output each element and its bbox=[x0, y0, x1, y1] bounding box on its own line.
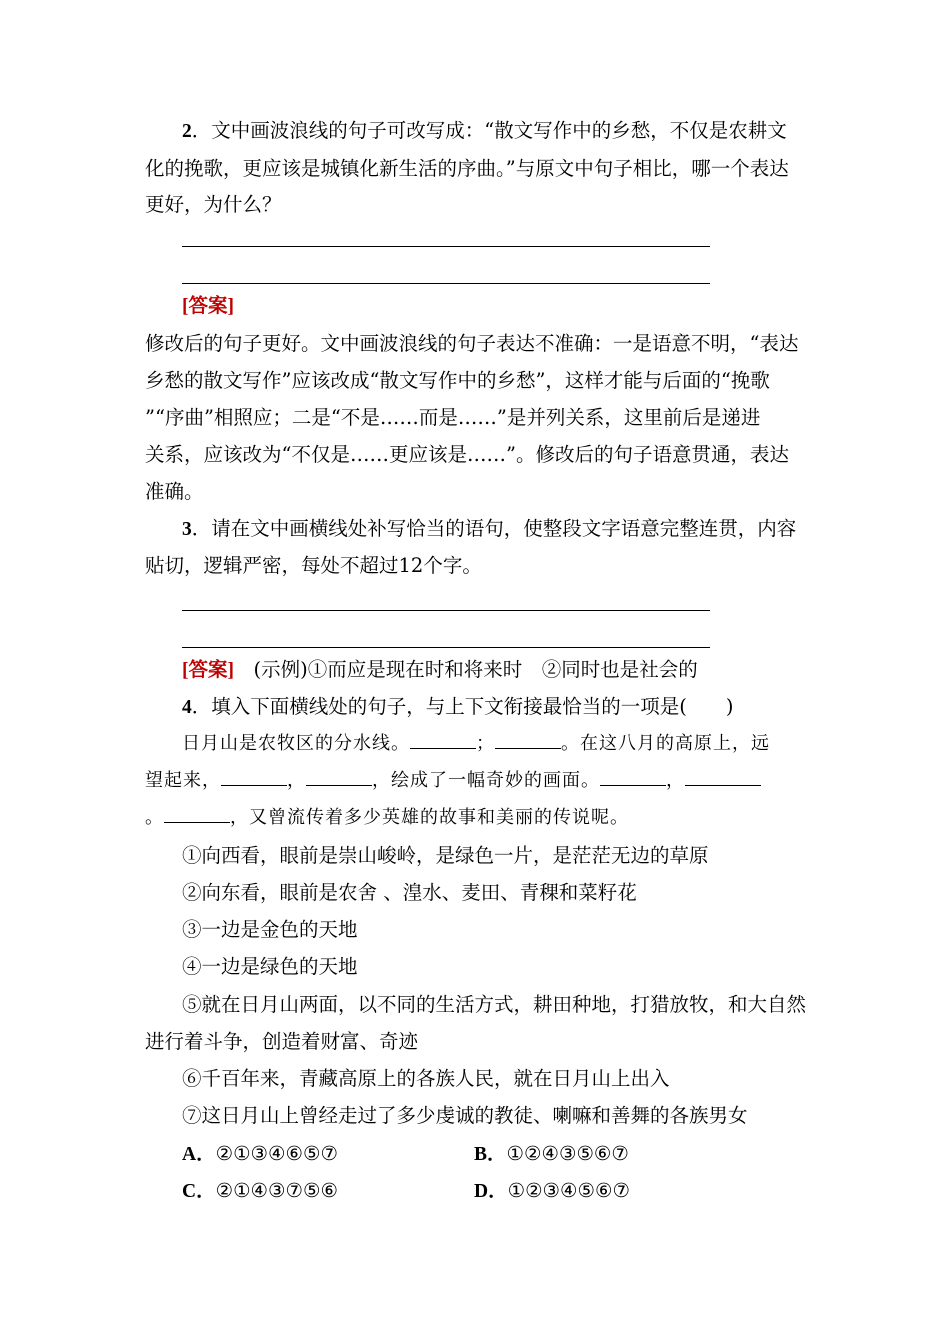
q2-line3: 更好，为什么？ bbox=[145, 193, 282, 216]
q3-answer-text: (示例)①而应是现在时和将来时 ②同时也是社会的 bbox=[234, 658, 698, 681]
option-b[interactable]: B．①②④③⑤⑥⑦ bbox=[474, 1142, 629, 1165]
q4-number: 4 bbox=[182, 697, 192, 718]
q2-answer-line: 乡愁的散文写作”应该改成“散文写作中的乡愁”，这样才能与后面的“挽歌 bbox=[145, 369, 770, 392]
q4-item: ⑤就在日月山两面，以不同的生活方式，耕田种地，打猎放牧，和大自然 bbox=[182, 993, 807, 1016]
answer-blank-line[interactable] bbox=[182, 647, 710, 648]
q2-answer-label: [答案] bbox=[182, 296, 234, 317]
q2-line2: 化的挽歌，更应该是城镇化新生活的序曲。”与原文中句子相比，哪一个表达 bbox=[145, 157, 789, 180]
option-c[interactable]: C．②①④③⑦⑤⑥ bbox=[182, 1179, 338, 1202]
q4-passage-line2: 望起来， ， ，绘成了一幅奇妙的画面。 ， bbox=[145, 768, 761, 794]
fill-blank[interactable] bbox=[164, 806, 230, 823]
q2-answer-line: 准确。 bbox=[145, 480, 204, 503]
q3-line2: 贴切，逻辑严密，每处不超过12个字。 bbox=[145, 554, 482, 577]
q2-answer-line: 修改后的句子更好。文中画波浪线的句子表达不准确：一是语意不明，“表达 bbox=[145, 332, 799, 355]
option-a[interactable]: A．②①③④⑥⑤⑦ bbox=[182, 1142, 338, 1165]
q4-passage-line1: 日月山是农牧区的分水线。 ； 。在这八月的高原上，远 bbox=[182, 733, 770, 754]
q4-item: ④一边是绿色的天地 bbox=[182, 955, 358, 978]
q4-passage-line3: 。 ，又曾流传着多少英雄的故事和美丽的传说呢。 bbox=[145, 807, 629, 828]
q4-item: ⑦这日月山上曾经走过了多少虔诚的教徒、喇嘛和善舞的各族男女 bbox=[182, 1104, 748, 1127]
fill-blank[interactable] bbox=[410, 732, 476, 749]
q4-item: ①向西看，眼前是崇山峻岭，是绿色一片，是茫茫无边的草原 bbox=[182, 844, 709, 867]
answer-blank-line[interactable] bbox=[182, 610, 710, 611]
answer-blank-line[interactable] bbox=[182, 283, 710, 284]
q3-answer bbox=[182, 657, 698, 684]
q3-line1: 3．请在文中画横线处补写恰当的语句，使整段文字语意完整连贯，内容 bbox=[182, 517, 797, 540]
fill-blank[interactable] bbox=[306, 769, 372, 786]
q2-line1: 2．文中画波浪线的句子可改写成：“散文写作中的乡愁，不仅是农耕文 bbox=[182, 119, 787, 142]
q4-item: ③一边是金色的天地 bbox=[182, 918, 358, 941]
fill-blank[interactable] bbox=[600, 769, 666, 786]
q4-item: 进行着斗争，创造着财富、奇迹 bbox=[145, 1030, 419, 1053]
fill-blank[interactable] bbox=[221, 769, 287, 786]
q3-answer-label: [答案] bbox=[182, 660, 234, 681]
q3-number: 3 bbox=[182, 519, 192, 540]
q2-answer-line: ”“序曲”相照应；二是“不是……而是……”是并列关系，这里前后是递进 bbox=[145, 406, 761, 429]
q2-answer-line: 关系，应该改为“不仅是……更应该是……”。修改后的句子语意贯通，表达 bbox=[145, 443, 789, 466]
fill-blank[interactable] bbox=[685, 769, 761, 786]
fill-blank[interactable] bbox=[495, 732, 561, 749]
answer-blank-line[interactable] bbox=[182, 246, 710, 247]
q2-number: 2 bbox=[182, 121, 192, 142]
q4-item: ⑥千百年来，青藏高原上的各族人民，就在日月山上出入 bbox=[182, 1067, 670, 1090]
q4-stem: 4．填入下面横线处的句子，与上下文衔接最恰当的一项是( ) bbox=[182, 695, 734, 718]
q4-item: ②向东看，眼前是农舍 、湟水、麦田、青稞和菜籽花 bbox=[182, 881, 637, 904]
option-d[interactable]: D．①②③④⑤⑥⑦ bbox=[474, 1179, 630, 1202]
